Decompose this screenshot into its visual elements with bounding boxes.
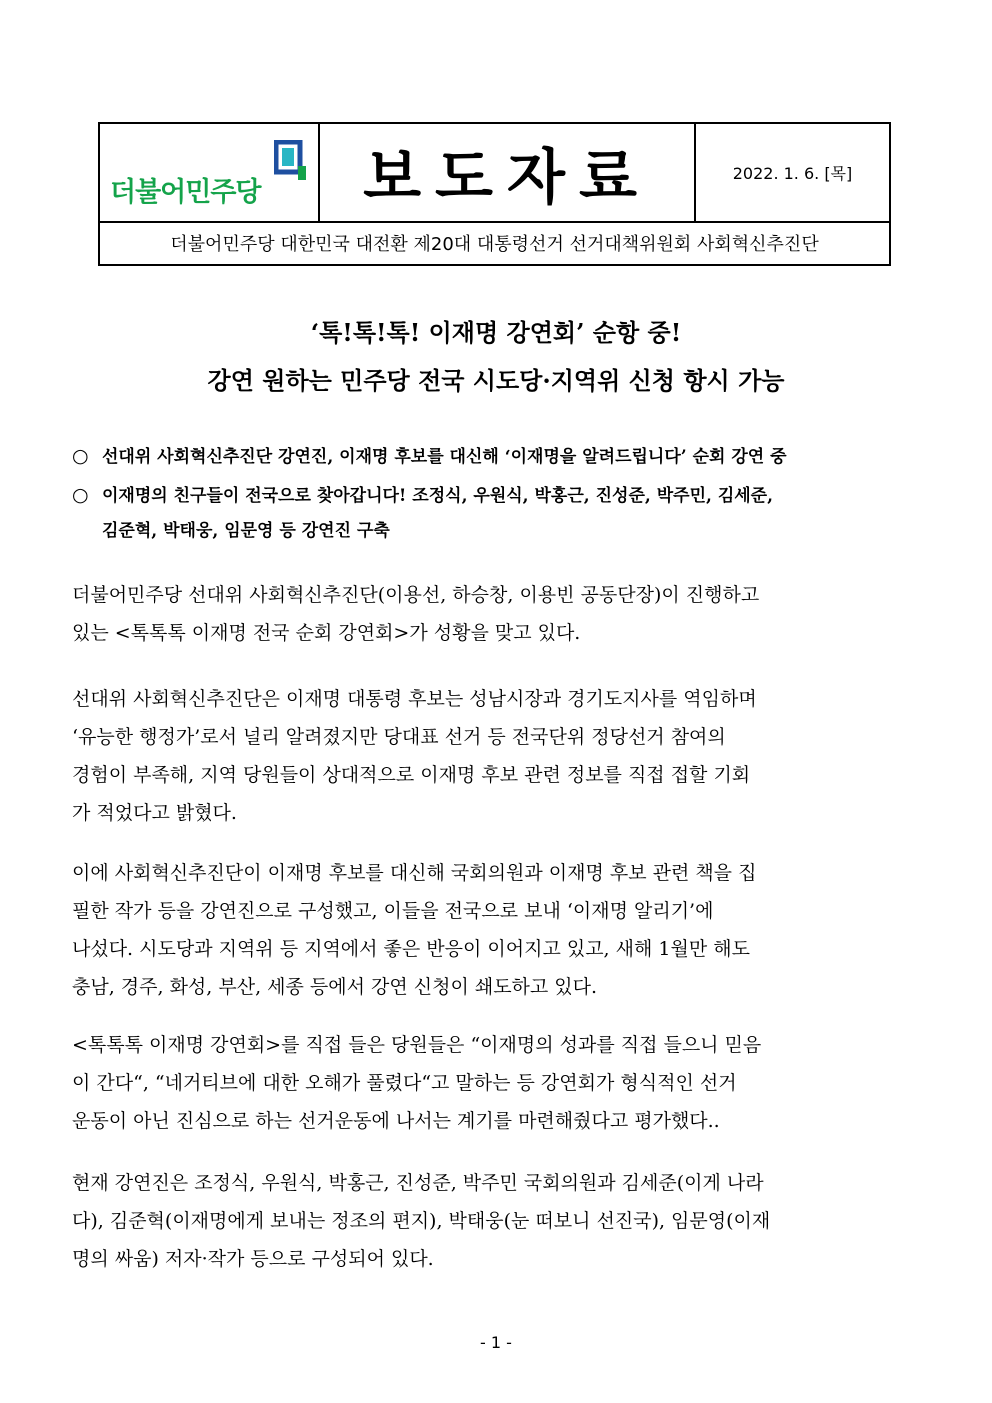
paragraph-line: 명의 싸움) 저자·작가 등으로 구성되어 있다. — [72, 1248, 434, 1270]
body-paragraph — [72, 576, 922, 652]
paragraph-line: 더불어민주당 선대위 사회혁신추진단(이용선, 하승창, 이용빈 공동단장)이 진행하고 — [72, 584, 760, 606]
headline-line-2: 강연 원하는 민주당 전국 시도당·지역위 신청 항시 가능 — [207, 366, 785, 395]
paragraph-line: 이에 사회혁신추진단이 이재명 후보를 대신해 국회의원과 이재명 후보 관련 책을 집 — [72, 862, 757, 884]
date-cell — [696, 124, 889, 221]
paragraph-line: 운동이 아닌 진심으로 하는 선거운동에 나서는 계기를 마련해줬다고 평가했다.. — [72, 1110, 720, 1132]
press-release-header — [98, 122, 891, 266]
paragraph-line: ‘유능한 행정가’로서 널리 알려졌지만 당대표 선거 등 전국단위 정당선거 참여의 — [72, 726, 726, 748]
organization-line: 더불어민주당 대한민국 대전환 제20대 대통령선거 선거대책위원회 사회혁신추진단 — [170, 233, 819, 255]
document-title-cell — [320, 124, 696, 221]
paragraph-line: 선대위 사회혁신추진단은 이재명 대통령 후보는 성남시장과 경기도지사를 역임하며 — [72, 688, 757, 710]
paragraph-line: 이 간다“, “네거티브에 대한 오해가 풀렸다“고 말하는 등 강연회가 형식적인 선거 — [72, 1072, 737, 1094]
paragraph-line: 필한 작가 등을 강연진으로 구성했고, 이들을 전국으로 보내 ‘이재명 알리기’에 — [72, 900, 714, 922]
release-date: 2022. 1. 6. [목] — [732, 164, 853, 183]
page-number: - 1 - — [480, 1333, 512, 1352]
body-paragraph — [72, 680, 922, 832]
circle-bullet-icon: ○ — [72, 484, 89, 506]
document-title: 보도자료 — [363, 142, 651, 213]
summary-bullet — [72, 481, 922, 506]
paragraph-line: 다), 김준혁(이재명에게 보내는 정조의 편지), 박태웅(눈 떠보니 선진국), 임문영(이재 — [72, 1210, 771, 1232]
header-top-row — [100, 124, 889, 223]
summary-bullet-text: 선대위 사회혁신추진단 강연진, 이재명 후보를 대신해 ‘이재명을 알려드립니다’ 순회 강연 중 — [102, 447, 787, 467]
paragraph-line: <톡톡톡 이재명 강연회>를 직접 들은 당원들은 “이재명의 성과를 직접 들으니 믿음 — [72, 1034, 762, 1056]
party-logo-cell — [100, 124, 320, 221]
body-paragraph — [72, 1026, 922, 1140]
paragraph-line: 나섰다. 시도당과 지역위 등 지역에서 좋은 반응이 이어지고 있고, 새해 1월만 해도 — [72, 938, 750, 960]
summary-bullet — [72, 442, 922, 467]
paragraph-line: 충남, 경주, 화성, 부산, 세종 등에서 강연 신청이 쇄도하고 있다. — [72, 976, 598, 998]
body-paragraph — [72, 1164, 922, 1278]
paragraph-line: 현재 강연진은 조정식, 우원식, 박홍근, 진성준, 박주민 국회의원과 김세준(이게 나라 — [72, 1172, 764, 1194]
paragraph-line: 경험이 부족해, 지역 당원들이 상대적으로 이재명 후보 관련 정보를 직접 접할 기회 — [72, 764, 751, 786]
party-logo-text: 더불어민주당 — [110, 177, 261, 208]
party-logo-icon — [274, 140, 308, 184]
body-paragraph — [72, 854, 922, 1006]
circle-bullet-icon: ○ — [72, 445, 89, 467]
headline-line-1: ‘톡!톡!톡! 이재명 강연회’ 순항 중! — [310, 318, 682, 347]
paragraph-line: 가 적었다고 밝혔다. — [72, 802, 237, 824]
summary-bullet-text: 이재명의 친구들이 전국으로 찾아갑니다! 조정식, 우원식, 박홍근, 진성준, 박주민, 김세준, — [102, 486, 774, 506]
paragraph-line: 있는 <톡톡톡 이재명 전국 순회 강연회>가 성황을 맞고 있다. — [72, 622, 581, 644]
summary-bullet-continuation: 김준혁, 박태웅, 임문영 등 강연진 구축 — [102, 521, 390, 541]
